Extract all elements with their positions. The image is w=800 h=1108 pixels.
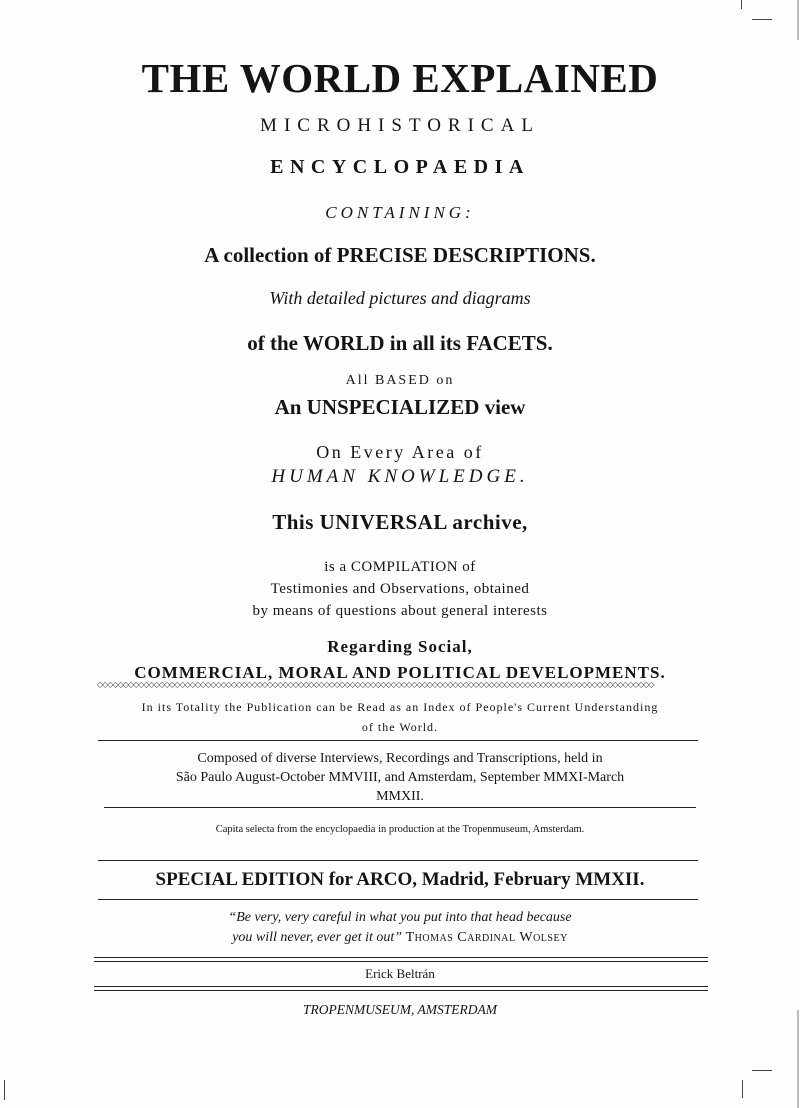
publisher-line: TROPENMUSEUM, AMSTERDAM	[303, 1002, 497, 1017]
compilation-line-2: Testimonies and Observations, obtained	[270, 581, 530, 597]
compilation-line-3: by means of questions about general interests	[252, 603, 548, 619]
crop-mark	[752, 19, 772, 20]
line-human-knowledge: HUMAN KNOWLEDGE.	[271, 466, 529, 487]
line-pictures: With detailed pictures and diagrams	[269, 288, 531, 308]
crop-mark	[741, 0, 742, 9]
divider-rule	[94, 957, 708, 958]
subtitle-encyclopaedia: ENCYCLOPAEDIA	[270, 156, 530, 178]
crop-mark	[752, 1070, 772, 1071]
line-universal: This UNIVERSAL archive,	[272, 510, 528, 534]
regarding-line: Regarding Social,	[327, 637, 473, 656]
quote-block	[0, 908, 800, 948]
composed-line-2: São Paulo August-October MMVIII, and Amsterdam, September MMXI-March	[175, 770, 625, 785]
quote-line-2	[0, 928, 800, 948]
capita-line: Capita selecta from the encyclopaedia in production at the Tropenmuseum, Amsterdam.	[215, 824, 585, 835]
quote-text: you will never, ever get it out”	[232, 930, 403, 945]
author-name: Erick Beltrán	[365, 966, 435, 981]
quote-author: Thomas Cardinal Wolsey	[405, 930, 568, 945]
crop-mark	[742, 1080, 743, 1098]
divider-rule	[94, 990, 708, 991]
divider-rule	[94, 961, 708, 962]
divider-rule	[98, 740, 698, 741]
divider-rule	[94, 986, 708, 987]
line-every-area: On Every Area of	[316, 442, 484, 462]
divider-rule	[98, 899, 698, 900]
special-edition-line: SPECIAL EDITION for ARCO, Madrid, February MMXII.	[155, 869, 645, 890]
line-unspecialized: An UNSPECIALIZED view	[274, 395, 526, 419]
regarding-block	[0, 634, 800, 686]
developments-line: COMMERCIAL, MORAL AND POLITICAL DEVELOPMENTS.	[134, 663, 666, 682]
line-based: All BASED on	[345, 373, 455, 388]
decorative-border: ◇◇◇◇◇◇◇◇◇◇◇◇◇◇◇◇◇◇◇◇◇◇◇◇◇◇◇◇◇◇◇◇◇◇◇◇◇◇◇◇◇◇◇◇◇◇◇◇◇◇◇◇◇◇◇◇◇◇◇◇◇◇◇◇◇◇◇◇◇◇◇◇◇◇◇◇◇◇◇◇◇◇◇◇◇◇◇◇◇◇◇◇◇◇◇◇◇◇◇◇◇◇◇◇◇◇◇◇	[97, 681, 654, 689]
divider-rule	[104, 807, 696, 808]
subtitle-microhistorical: MICROHISTORICAL	[260, 115, 540, 136]
subtitle-containing: CONTAINING:	[325, 203, 475, 222]
page-title: THE WORLD EXPLAINED	[141, 55, 659, 101]
totality-line-2: of the World.	[361, 720, 439, 734]
crop-mark	[4, 1080, 5, 1100]
composed-block	[0, 749, 800, 806]
totality-block	[0, 697, 800, 737]
compilation-block	[0, 556, 800, 622]
line-collection: A collection of PRECISE DESCRIPTIONS.	[204, 243, 596, 267]
divider-rule	[98, 860, 698, 861]
line-world: of the WORLD in all its FACETS.	[247, 331, 553, 355]
page-edge	[797, 1010, 799, 1108]
compilation-line-1: is a COMPILATION of	[324, 559, 476, 575]
composed-line-3: MMXII.	[376, 789, 424, 804]
composed-line-1: Composed of diverse Interviews, Recordings and Transcriptions, held in	[197, 751, 603, 766]
page-edge	[797, 0, 799, 40]
totality-line-1: In its Totality the Publication can be Read as an Index of People's Current Understanding	[141, 700, 659, 714]
quote-line-1: “Be very, very careful in what you put into that head because	[228, 910, 572, 925]
